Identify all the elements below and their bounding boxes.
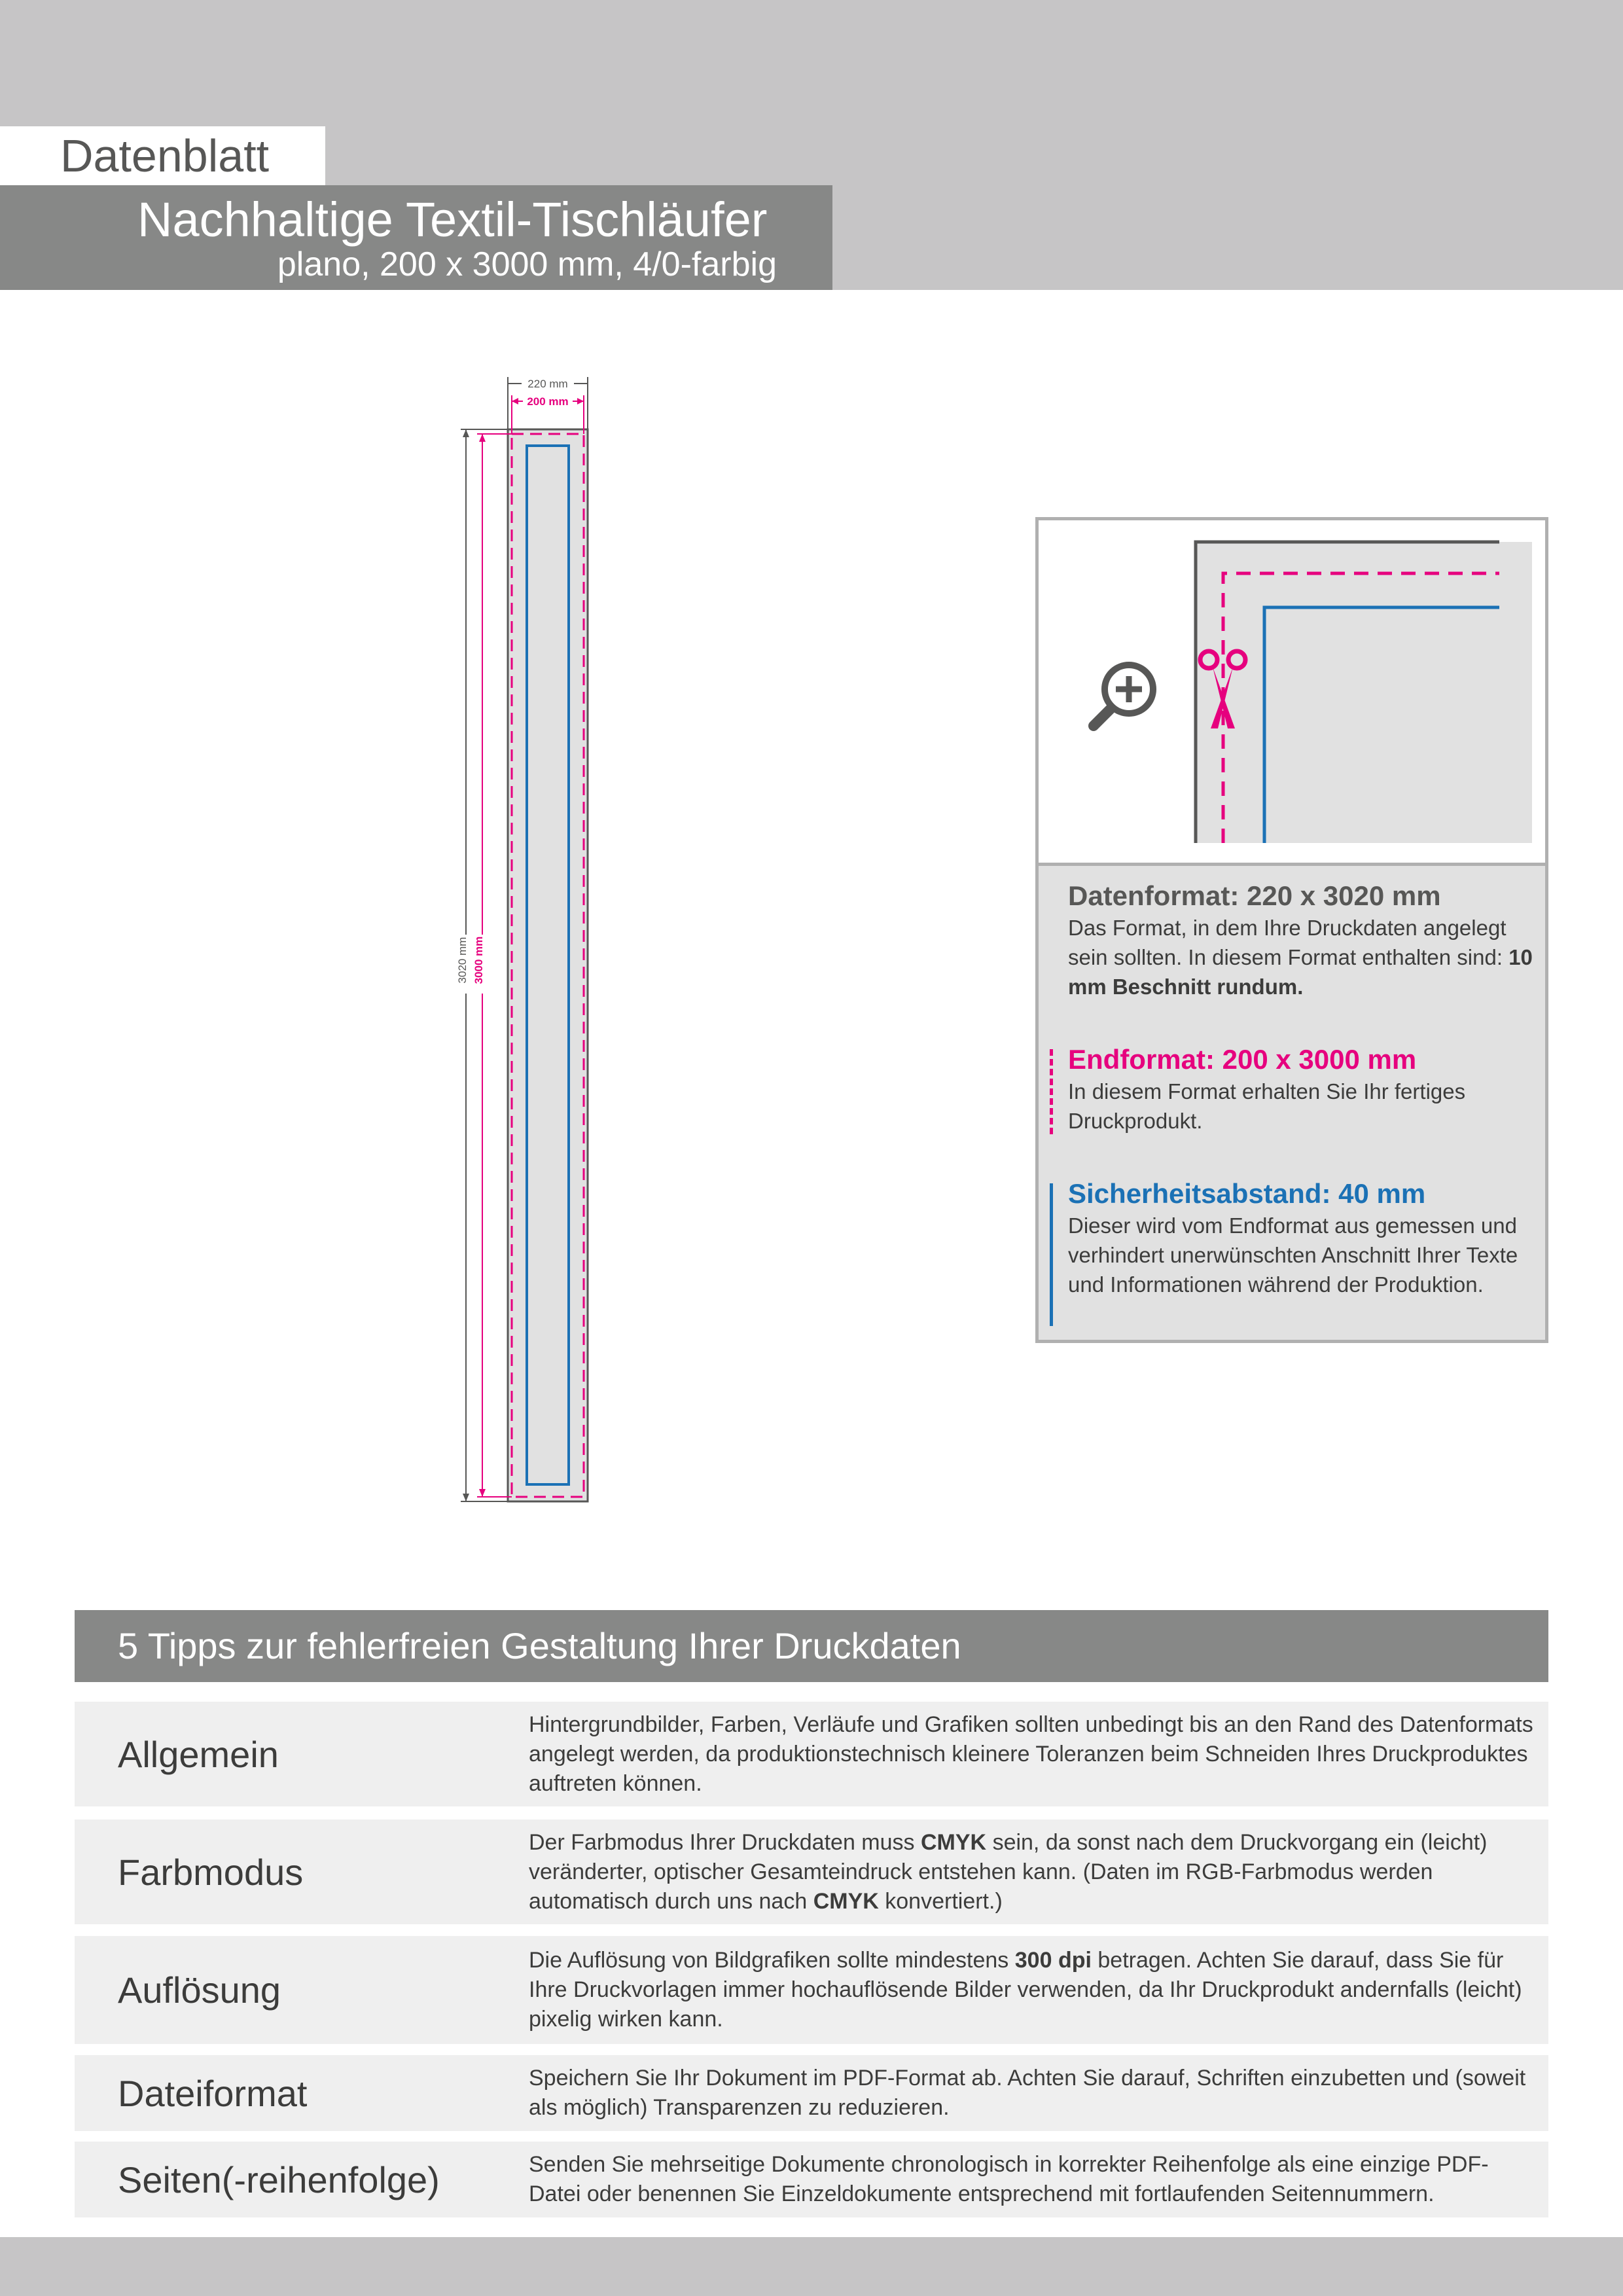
width-outer-label: 220 mm <box>527 378 568 390</box>
tips-header: 5 Tipps zur fehlerfreien Gestaltung Ihrer Druckdaten <box>75 1610 1548 1682</box>
final-format-marker <box>1050 1049 1053 1134</box>
tip-text: Speichern Sie Ihr Dokument im PDF-Format ab. Achten Sie darauf, Schriften einzubetten und (soweit als möglich) Transparenzen zu reduzieren. <box>529 2066 1526 2120</box>
tip-text: Hintergrundbilder, Farben, Verläufe und Grafiken sollten unbedingt bis an den Rand des Datenformats angelegt werden, da produktionstechnisch kleinere Toleranzen beim Schneiden Ihres Druckproduktes auftreten können. <box>529 1712 1533 1796</box>
corner-detail-graphic <box>1039 520 1545 866</box>
product-subtitle: plano, 200 x 3000 mm, 4/0-farbig <box>277 245 777 283</box>
width-inner-label: 200 mm <box>527 395 569 408</box>
tip-label: Dateiformat <box>118 2072 308 2114</box>
safety-margin-marker <box>1050 1183 1053 1326</box>
format-legend-panel <box>1035 517 1548 1343</box>
corner-detail <box>1039 520 1545 866</box>
legend-safety-margin <box>1068 1177 1539 1299</box>
tip-text: Senden Sie mehrseitige Dokumente chronologisch in korrekter Reihenfolge als eine einzige PDF-Datei oder benennen Sie Einzeldokumente entsprechend mit fortlaufenden Seitennummern. <box>529 2152 1489 2206</box>
tip-row-file-format <box>75 2055 1548 2131</box>
tip-label: Seiten(-reihenfolge) <box>118 2159 440 2200</box>
data-format-text: Das Format, in dem Ihre Druckdaten angelegt sein sollten. In diesem Format enthalten sind: 10 mm Beschnitt rundum. <box>1068 916 1533 999</box>
tip-row-resolution <box>75 1936 1548 2044</box>
tip-label: Farbmodus <box>118 1851 304 1893</box>
final-format-title: Endformat: 200 x 3000 mm <box>1068 1044 1417 1075</box>
tip-row-pages <box>75 2142 1548 2217</box>
tip-text: Der Farbmodus Ihrer Druckdaten muss CMYK sein, da sonst nach dem Druckvorgang ein (leicht) veränderter, optischer Gesamteindruck entstehen kann. (Daten im RGB-Farbmodus werden automatisch durch uns nach CMYK konvertiert.) <box>529 1829 1488 1914</box>
tip-text: Die Auflösung von Bildgrafiken sollte mindestens 300 dpi betragen. Achten Sie darauf, dass Sie für Ihre Druckvorlagen immer hochauflösende Bilder verwenden, da Ihr Druckprodukt andernfalls (leicht) pixelig wirken kann. <box>529 1948 1522 2032</box>
height-outer-label: 3020 mm <box>456 937 469 984</box>
tip-label: Auflösung <box>118 1969 281 2011</box>
legend-data-format <box>1068 879 1539 1001</box>
footer-band <box>0 2237 1623 2296</box>
tip-label: Allgemein <box>118 1733 279 1775</box>
tip-row-color-mode <box>75 1820 1548 1924</box>
product-title: Nachhaltige Textil-Tischläufer <box>137 192 768 247</box>
magnifier-plus-icon <box>1094 665 1153 726</box>
final-format-text: In diesem Format erhalten Sie Ihr fertiges Druckprodukt. <box>1068 1079 1466 1133</box>
height-inner-label: 3000 mm <box>473 936 485 984</box>
tip-row-general <box>75 1702 1548 1806</box>
safety-margin-title: Sicherheitsabstand: 40 mm <box>1068 1178 1426 1209</box>
safety-margin-text: Dieser wird vom Endformat aus gemessen und verhindert unerwünschten Anschnitt Ihrer Texte und Informationen während der Produktion. <box>1068 1213 1518 1297</box>
data-format-rect <box>508 429 588 1501</box>
legend-final-format <box>1068 1043 1539 1136</box>
document-label: Datenblatt <box>0 126 325 185</box>
data-format-title: Datenformat: 220 x 3020 mm <box>1068 880 1441 911</box>
